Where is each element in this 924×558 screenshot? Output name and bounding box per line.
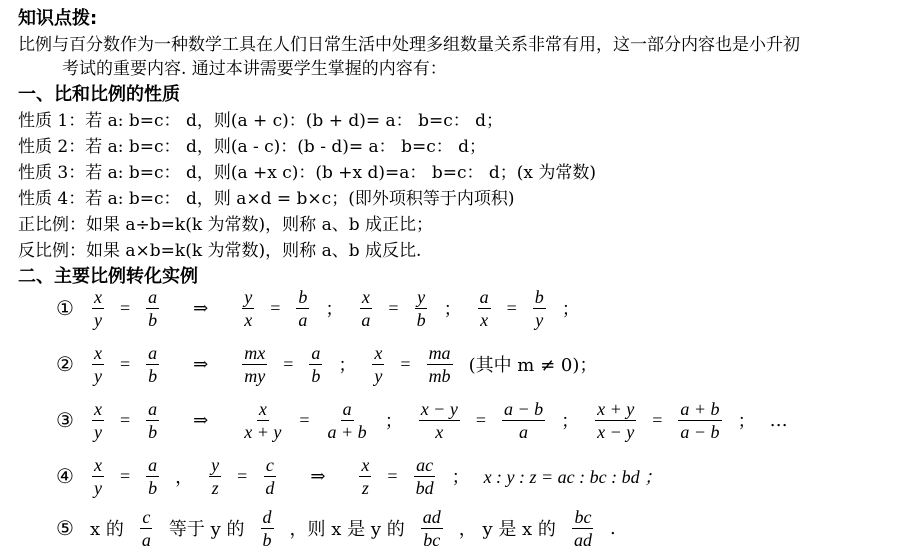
- example-2: ② $\frac{x}{y}$ = $\frac{a}{b}$ ⇒ $\frac{mx}{my}$ = $\frac{a}{b}$ ； $\frac{x}{y}$ = $\frac{ma}{mb}$ (其中 m ≠ 0)；: [54, 334, 597, 394]
- property-3: 性质 3：若 a: b=c： d，则(a +x c)：(b +x d)=a： b=c： d；(x 为常数): [18, 163, 597, 183]
- intro-line-2: 考试的重要内容. 通过本讲需要学生掌握的内容有：: [62, 59, 447, 79]
- inverse-proportion: 反比例：如果 a×b=k(k 为常数)，则称 a、b 成反比.: [18, 241, 422, 261]
- implies-arrow: ⇒: [193, 353, 209, 375]
- condition-note: (其中 m ≠ 0)；: [468, 355, 598, 376]
- implies-arrow: ⇒: [193, 409, 209, 431]
- example-4: ④ $\frac{x}{y}$ = $\frac{a}{b}$ ， $\frac{y}{z}$ = $\frac{c}{d}$ ⇒ $\frac{x}{z}$ = $\frac{ac}{bd}$ ； x : y : z = ac : bc : bd ；: [54, 446, 662, 506]
- marker-1: ①: [56, 296, 74, 320]
- marker-5: ⑤: [56, 516, 74, 540]
- section-2-title: 二、主要比例转化实例: [18, 266, 198, 287]
- example-3: ③ $\frac{x}{y}$ = $\frac{a}{b}$ ⇒ $\frac{x}{x + y}$ = $\frac{a}{a + b}$ ； $\frac{x - y}{x}$ = $\frac{a - b}{a}$ ； $\frac{x + y}{x - y}$ = $\frac{a + b}{a - b}$ ； …: [54, 390, 788, 450]
- ellipsis: …: [769, 409, 788, 431]
- example-5-text-a: x 的: [90, 519, 124, 540]
- property-4: 性质 4：若 a: b=c： d，则 a×d = b×c；(即外项积等于内项积): [18, 189, 515, 209]
- marker-4: ④: [56, 464, 74, 488]
- property-2: 性质 2：若 a: b=c： d，则(a - c)：(b - d)= a： b=c： d；: [18, 137, 486, 157]
- marker-2: ②: [56, 352, 74, 376]
- example-5-text-b: 等于 y 的: [168, 519, 245, 540]
- example-5-text-c: ，则 x 是 y 的: [289, 519, 405, 540]
- property-1: 性质 1：若 a: b=c： d，则(a + c)：(b + d)= a： b=c： d；: [18, 111, 503, 131]
- intro-line-1: 比例与百分数作为一种数学工具在人们日常生活中处理多组数量关系非常有用，这一部分内容也是小升初: [18, 35, 800, 55]
- example-1: ① $\frac{x}{y}$ = $\frac{a}{b}$ ⇒ $\frac{y}{x}$ = $\frac{b}{a}$ ； $\frac{x}{a}$ = $\frac{y}{b}$ ； $\frac{a}{x}$ = $\frac{b}{y}$ ；: [54, 278, 580, 338]
- direct-proportion: 正比例：如果 a÷b=k(k 为常数)，则称 a、b 成正比；: [18, 215, 434, 235]
- implies-arrow: ⇒: [193, 297, 209, 319]
- example-5: ⑤ x 的 $\frac{c}{a}$ 等于 y 的 $\frac{d}{b}$ ，则 x 是 y 的 $\frac{ad}{bc}$ ， y 是 x 的 $\frac{bc}{ad}$ .: [54, 498, 616, 558]
- example-5-end: .: [609, 517, 616, 539]
- section-1-title: 一、比和比例的性质: [18, 84, 180, 105]
- implies-arrow: ⇒: [310, 465, 326, 487]
- marker-3: ③: [56, 408, 74, 432]
- continued-ratio: x : y : z = ac : bc : bd ；: [483, 467, 663, 487]
- example-5-text-d: ， y 是 x 的: [458, 519, 556, 540]
- heading: 知识点拨:: [18, 8, 98, 29]
